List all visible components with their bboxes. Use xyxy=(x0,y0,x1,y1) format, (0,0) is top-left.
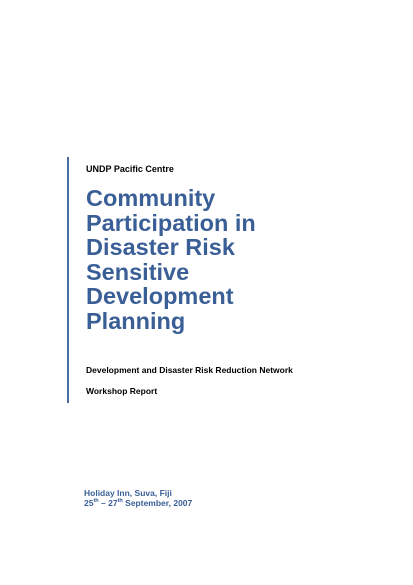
event-venue: Holiday Inn, Suva, Fiji xyxy=(84,488,172,498)
network-subtitle: Development and Disaster Risk Reduction Network xyxy=(86,365,293,375)
title-line: Disaster Risk xyxy=(86,234,235,260)
end-day-suffix: th xyxy=(117,498,123,505)
accent-bar xyxy=(67,157,69,403)
title-line: Community xyxy=(86,185,216,211)
organization-name: UNDP Pacific Centre xyxy=(86,164,174,174)
end-day: 27 xyxy=(108,498,118,508)
title-line: Sensitive xyxy=(86,258,190,285)
title-line: Development xyxy=(86,283,234,309)
date-separator: – xyxy=(98,498,109,508)
month-year: September, 2007 xyxy=(122,498,193,508)
title-line: Planning xyxy=(86,307,186,334)
report-title xyxy=(86,186,386,333)
start-day: 25 xyxy=(84,498,94,508)
start-day-suffix: th xyxy=(93,498,99,505)
report-type: Workshop Report xyxy=(86,386,158,396)
event-dates xyxy=(84,498,192,508)
title-line: Participation in xyxy=(86,209,256,236)
